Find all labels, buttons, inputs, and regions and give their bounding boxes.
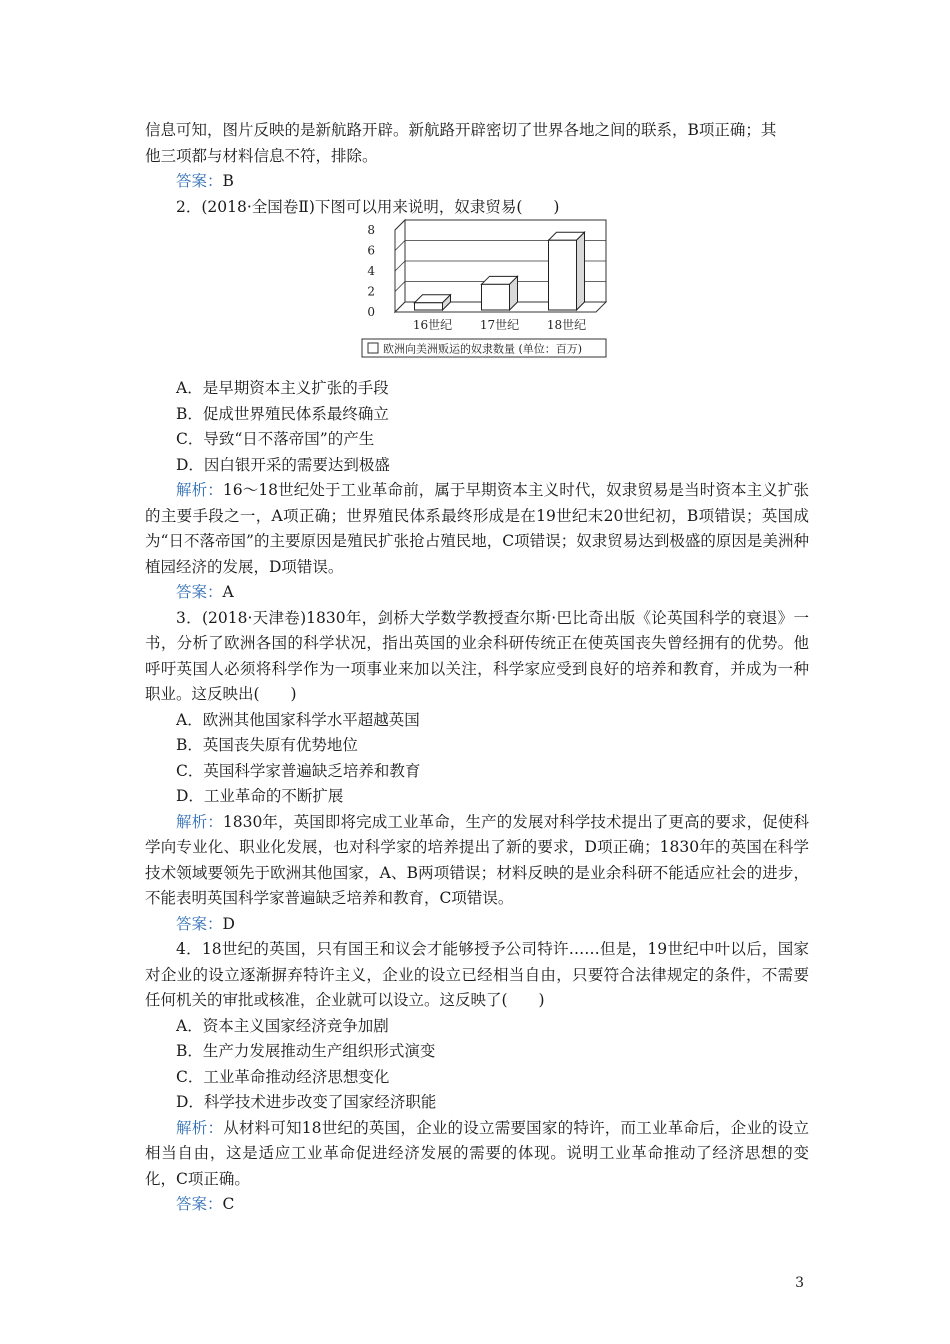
y-tick-label: 2 <box>367 284 375 299</box>
answer-value: D <box>222 914 235 933</box>
q2-option-b: B．促成世界殖民体系最终确立 <box>176 404 389 423</box>
answer-value: A <box>222 583 234 601</box>
answer-label: 答案： <box>176 1195 223 1213</box>
y-tick-label: 4 <box>367 264 375 278</box>
answer-value: C <box>222 1195 235 1213</box>
y-tick-label: 6 <box>367 243 375 258</box>
q2-option-a: A．是早期资本主义扩张的手段 <box>176 379 389 397</box>
answer-label: 答案： <box>176 914 223 933</box>
prev-analysis-line2: 他三项都与材料信息不符，排除。 <box>145 146 378 165</box>
q4-stem: 4．18世纪的英国，只有国王和议会才能够授予公司特许……但是，19世纪中叶以后，国家对企业的设立逐渐摒弃特许主义，企业的设立已经相当自由，只要符合法律规定的条件，不需要任何机关的审批或核准，企业就可以设立。这反映了( ) <box>145 940 809 1009</box>
analysis-text: 从材料可知18世纪的英国，企业的设立需要国家的特许，而工业革命后，企业的设立相当自由，这是适应工业革命促进经济发展的需要的体现。说明工业革命推动了经济思想的变化，C项正确。 <box>145 1118 809 1188</box>
analysis-label: 解析： <box>176 812 223 831</box>
analysis-label: 解析： <box>176 1118 224 1137</box>
page-number: 3 <box>795 1275 804 1291</box>
x-tick-label: 18世纪 <box>546 318 587 332</box>
q4-analysis <box>145 1116 809 1193</box>
answer-label: 答案： <box>176 583 223 601</box>
q4-option-d: D．科学技术进步改变了国家经济职能 <box>176 1093 437 1111</box>
q2-analysis <box>145 478 809 580</box>
analysis-text: 1830年，英国即将完成工业革命，生产的发展对科学技术提出了更高的要求，促使科学向专业化、职业化发展，也对科学家的培养提出了新的要求，D项正确；1830年的英国在科学技术领域要领先于欧洲其他国家，A、B两项错误；材料反映的是业余科研不能适应社会的进步，不能表明英国科学家普遍缺乏培养和教育，C项错误。 <box>145 812 809 907</box>
answer-value: B <box>222 172 234 190</box>
q2-stem: 2．(2018·全国卷Ⅱ)下图可以用来说明，奴隶贸易( ) <box>176 197 560 216</box>
q2-option-d: D．因白银开采的需要达到极盛 <box>176 455 390 474</box>
q4-answer <box>145 1192 809 1218</box>
q3-option-a: A．欧洲其他国家科学水平超越英国 <box>176 710 420 729</box>
q3-option-c: C．英国科学家普遍缺乏培养和教育 <box>176 761 421 780</box>
slave-trade-chart <box>145 220 809 376</box>
x-tick-label: 17世纪 <box>479 318 520 332</box>
q3-answer <box>145 912 809 938</box>
bar <box>482 284 510 310</box>
q3-option-d: D．工业革命的不断扩展 <box>176 787 344 805</box>
q2-answer <box>145 580 809 606</box>
bar-side <box>577 232 585 310</box>
bar <box>549 240 577 310</box>
prev-analysis-line1: 信息可知，图片反映的是新航路开辟。新航路开辟密切了世界各地之间的联系，B项正确；其 <box>145 121 777 139</box>
q3-stem: 3．(2018·天津卷)1830年，剑桥大学数学教授查尔斯·巴比奇出版《论英国科学的衰退》一书，分析了欧洲各国的科学状况，指出英国的业余科研传统正在使英国丧失曾经拥有的优势。他呼吁英国人必须将科学作为一项事业来加以关注，科学家应受到良好的培养和教育，并成为一种职业。这反映出( ) <box>145 608 809 703</box>
answer-label: 答案： <box>176 172 223 190</box>
bar-chart <box>360 220 610 376</box>
q3-option-b: B．英国丧失原有优势地位 <box>176 736 358 754</box>
q2-option-c: C．导致“日不落帝国”的产生 <box>176 430 375 448</box>
y-tick-label: 8 <box>367 223 375 237</box>
q3-analysis <box>145 810 809 912</box>
y-tick-label: 0 <box>367 305 375 319</box>
legend-label: 欧洲向美洲贩运的奴隶数量 (单位：百万) <box>383 342 583 356</box>
q4-option-c: C．工业革命推动经济思想变化 <box>176 1067 390 1086</box>
prev-answer <box>145 169 809 195</box>
analysis-label: 解析： <box>176 481 223 499</box>
bar <box>415 303 443 310</box>
analysis-text: 16～18世纪处于工业革命前，属于早期资本主义时代，奴隶贸易是当时资本主义扩张的主要手段之一，A项正确；世界殖民体系最终形成是在19世纪末20世纪初，B项错误；英国成为“日不落帝国”的主要原因是殖民扩张抢占殖民地，C项错误；奴隶贸易达到极盛的原因是美洲种植园经济的发展，D项错误。 <box>145 481 809 576</box>
q4-option-b: B．生产力发展推动生产组织形式演变 <box>176 1042 436 1060</box>
document-page <box>145 118 809 1218</box>
q4-option-a: A．资本主义国家经济竞争加剧 <box>176 1016 389 1035</box>
legend-swatch <box>368 343 378 353</box>
x-tick-label: 16世纪 <box>412 318 453 332</box>
